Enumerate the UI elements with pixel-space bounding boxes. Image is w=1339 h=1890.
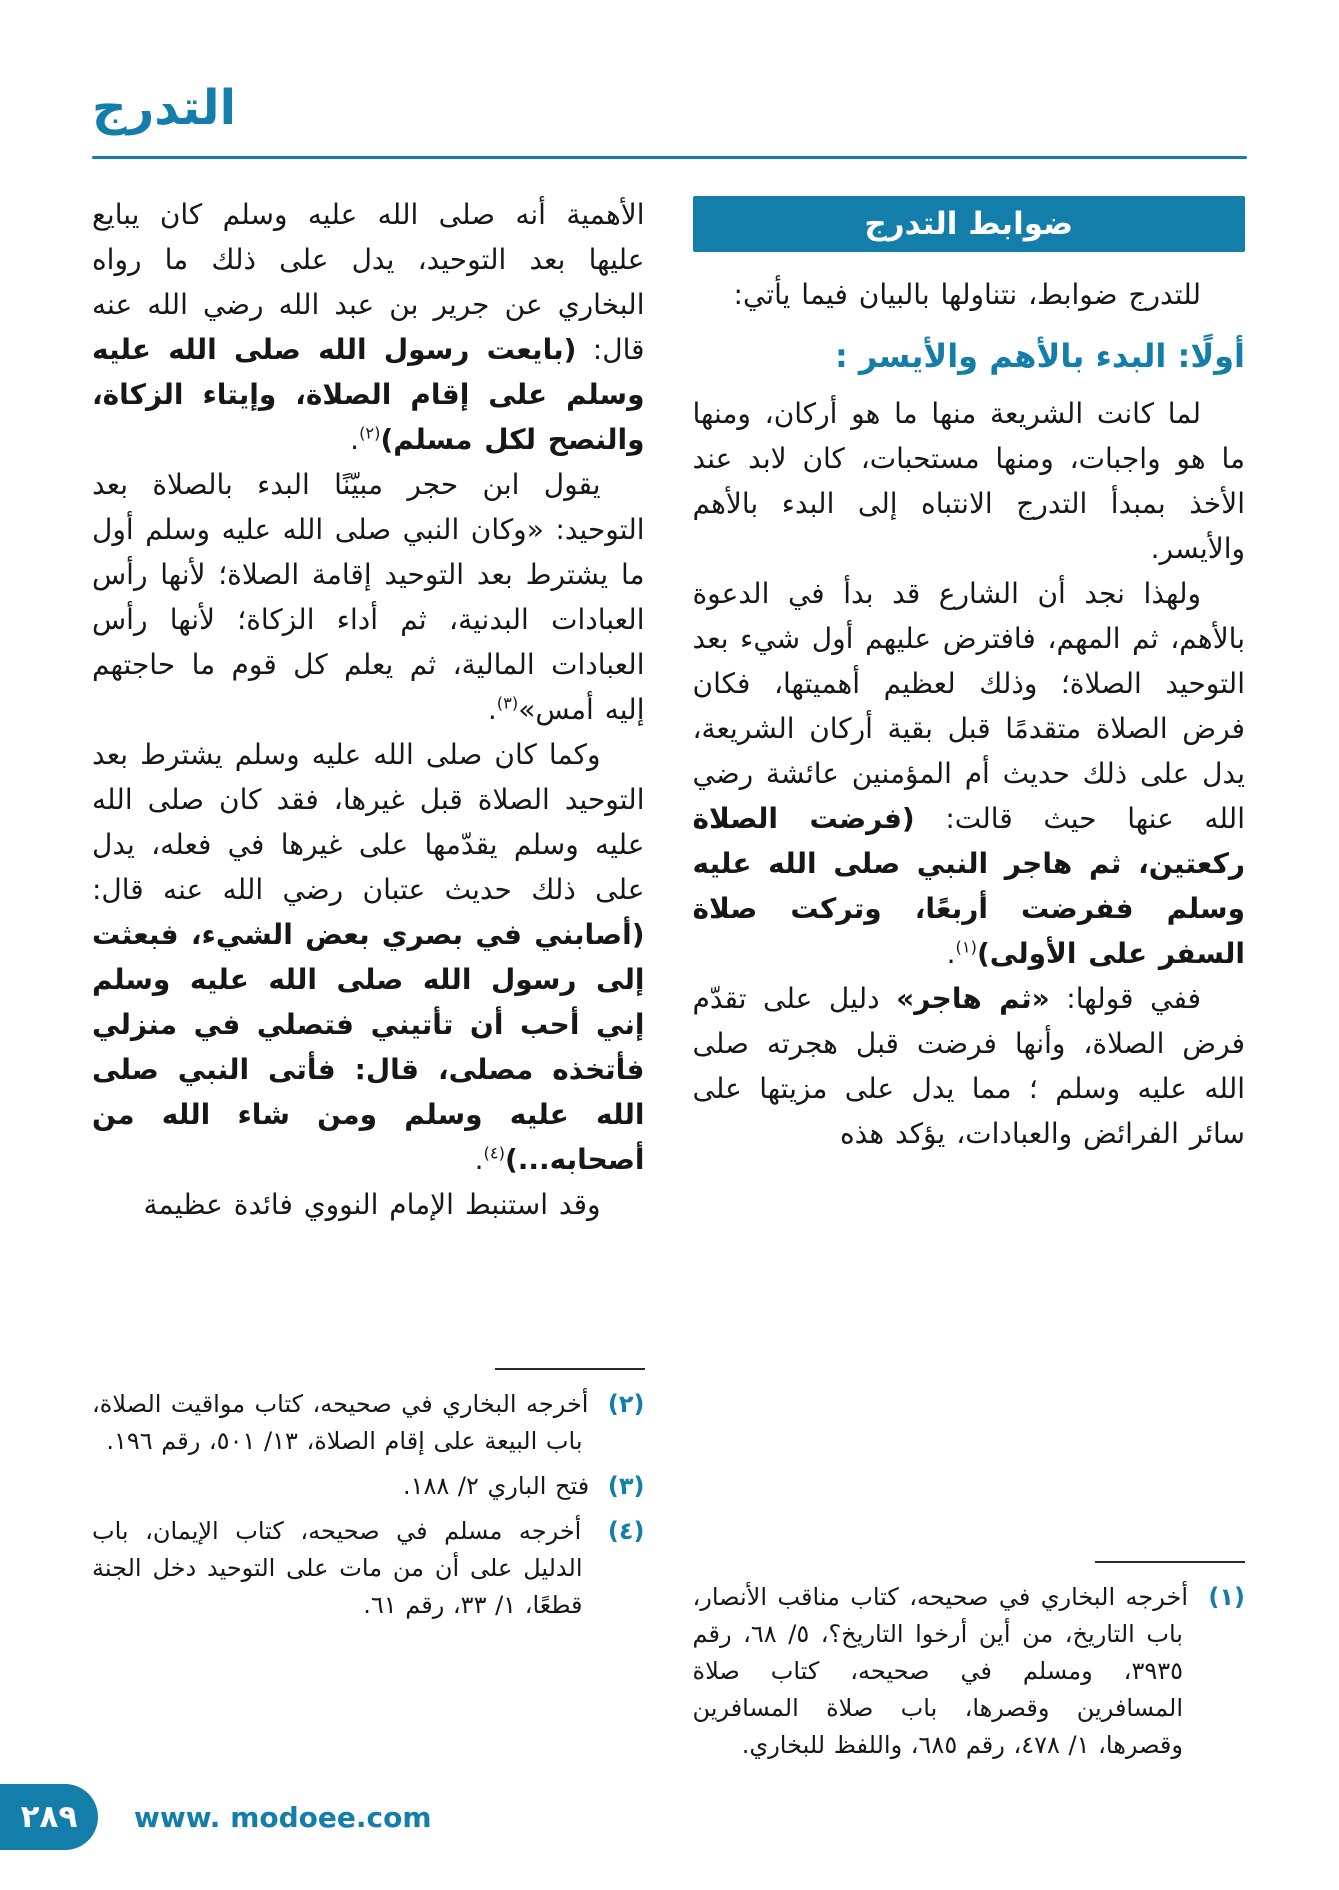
footnote bbox=[92, 1468, 645, 1505]
text-segment: (فرضت الصلاة ركعتين، ثم هاجر النبي صلى الله عليه وسلم ففرضت أربعًا، وتركت صلاة السفر على الأولى) bbox=[692, 802, 1245, 970]
text-segment: دليل على تقدّم فرض الصلاة، وأنها فرضت قبل هجرته صلى الله عليه وسلم ؛ مما يدل على مزيتها على سائر الفرائض والعبادات، يؤكد هذه bbox=[692, 982, 1245, 1150]
footnote-text: فتح الباري ٢/ ١٨٨. bbox=[402, 1472, 590, 1500]
footnote-number: (٢) bbox=[607, 1390, 645, 1418]
masthead bbox=[92, 80, 1247, 138]
text-segment: الأهمية أنه صلى الله عليه وسلم كان يبايع عليها بعد التوحيد، يدل على ذلك ما رواه البخاري عن جرير بن عبد الله رضي الله عنه قال: bbox=[92, 198, 645, 366]
paragraph bbox=[693, 272, 1246, 317]
footnote-text: أخرجه مسلم في صحيحه، كتاب الإيمان، باب الدليل على أن من مات على التوحيد دخل الجنة قطعًا، ١/ ٣٣، رقم ٦١. bbox=[92, 1517, 583, 1619]
left-paragraphs bbox=[92, 192, 645, 1227]
footnote-separator bbox=[1095, 1561, 1245, 1563]
text-segment: ففي قولها: bbox=[1049, 982, 1201, 1015]
website-text: www. modoee.com bbox=[134, 1801, 432, 1834]
subheading-first-point: أولًا: البدء بالأهم والأيسر : bbox=[834, 337, 1245, 375]
paragraph bbox=[693, 976, 1246, 1156]
two-column-body bbox=[92, 192, 1245, 1772]
right-paragraphs bbox=[693, 391, 1246, 1156]
text-segment: وقد استنبط الإمام النووي فائدة عظيمة bbox=[143, 1188, 601, 1221]
footnote bbox=[92, 1386, 645, 1460]
footnote-text: أخرجه البخاري في صحيحه، كتاب مناقب الأنصار، باب التاريخ، من أين أرخوا التاريخ؟، ٥/ ٦٨، رقم ٣٩٣٥، ومسلم في صحيحه، كتاب صلاة المسافرين وقصرها، باب صلاة المسافرين وقصرها، ١/ ٤٧٨، رقم ٦٨٥، واللفظ للبخاري. bbox=[692, 1583, 1188, 1759]
text-segment: . bbox=[487, 693, 497, 726]
footnote-marker: (٣) bbox=[496, 693, 519, 713]
text-segment: . bbox=[946, 937, 956, 970]
paragraph bbox=[92, 732, 645, 1182]
footnote bbox=[92, 1513, 645, 1624]
left-footnotes bbox=[92, 1368, 645, 1632]
footnote-number: (١) bbox=[1208, 1583, 1245, 1611]
footnote-separator bbox=[495, 1368, 645, 1370]
text-segment: . bbox=[474, 1143, 484, 1176]
paragraph bbox=[92, 192, 645, 462]
text-segment: . bbox=[350, 423, 360, 456]
paragraph bbox=[693, 571, 1246, 976]
paragraph bbox=[693, 391, 1246, 571]
footnote-marker: (١) bbox=[955, 937, 977, 957]
paragraph bbox=[92, 462, 645, 732]
header-rule bbox=[92, 156, 1247, 159]
text-segment: «ثم هاجر» bbox=[896, 982, 1050, 1015]
text-segment: (بايعت رسول الله صلى الله عليه وسلم على إقام الصلاة، وإيتاء الزكاة، والنصح لكل مسلم) bbox=[92, 333, 645, 456]
right-column bbox=[693, 192, 1246, 1772]
paragraph bbox=[92, 1182, 645, 1227]
footnote-number: (٤) bbox=[607, 1517, 645, 1545]
right-footnotes bbox=[693, 1561, 1246, 1772]
page-number-pill bbox=[0, 1784, 98, 1850]
text-segment: وكما كان صلى الله عليه وسلم يشترط بعد التوحيد الصلاة قبل غيرها، فقد كان صلى الله عليه وسلم يقدّمها على غيرها في فعله، يدل على ذلك حديث عتبان رضي الله عنه قال: bbox=[92, 738, 645, 906]
footnote-text: أخرجه البخاري في صحيحه، كتاب مواقيت الصلاة، باب البيعة على إقام الصلاة، ١٣/ ٥٠١، رقم ١٩٦. bbox=[92, 1390, 589, 1455]
left-column bbox=[92, 192, 645, 1772]
footnote-marker: (٤) bbox=[483, 1143, 505, 1163]
text-segment: يقول ابن حجر مبيّنًا البدء بالصلاة بعد التوحيد: «وكان النبي صلى الله عليه وسلم أول ما يشترط بعد التوحيد إقامة الصلاة؛ لأنها رأس العبادات البدنية، ثم أداء الزكاة؛ لأنها رأس العبادات المالية، ثم يعلم كل قوم ما حاجتهم إليه أمس» bbox=[92, 468, 645, 726]
page-number: ٢٨٩ bbox=[20, 1799, 78, 1835]
text-segment: للتدرج ضوابط، نتناولها بالبيان فيما يأتي: bbox=[733, 278, 1201, 311]
footnote-marker: (٢) bbox=[359, 423, 381, 443]
text-segment: لما كانت الشريعة منها ما هو أركان، ومنها ما هو واجبات، ومنها مستحبات، كان لابد عند الأخذ بمبدأ التدرج الانتباه إلى البدء بالأهم والأيسر. bbox=[692, 397, 1245, 565]
section-header-box: ضوابط التدرج bbox=[693, 196, 1246, 252]
text-segment: ولهذا نجد أن الشارع قد بدأ في الدعوة بالأهم، ثم المهم، فافترض عليهم أول شيء بعد التوحيد الصلاة؛ وذلك لعظيم أهميتها، فكان فرض الصلاة متقدمًا قبل بقية أركان الشريعة، يدل على ذلك حديث أم المؤمنين عائشة رضي الله عنها حيث قالت: bbox=[692, 577, 1245, 835]
text-segment: (أصابني في بصري بعض الشيء، فبعثت إلى رسول الله صلى الله عليه وسلم إني أحب أن تأتيني فتصلي في منزلي فأتخذه مصلى، قال: فأتى النبي صلى الله عليه وسلم ومن شاء الله من أصحابه...) bbox=[92, 918, 645, 1176]
footnote bbox=[693, 1579, 1246, 1764]
right-intro-paragraphs bbox=[693, 272, 1246, 317]
page-title-calligraphy: التدرج bbox=[92, 80, 237, 136]
footnote-number: (٣) bbox=[607, 1472, 645, 1500]
